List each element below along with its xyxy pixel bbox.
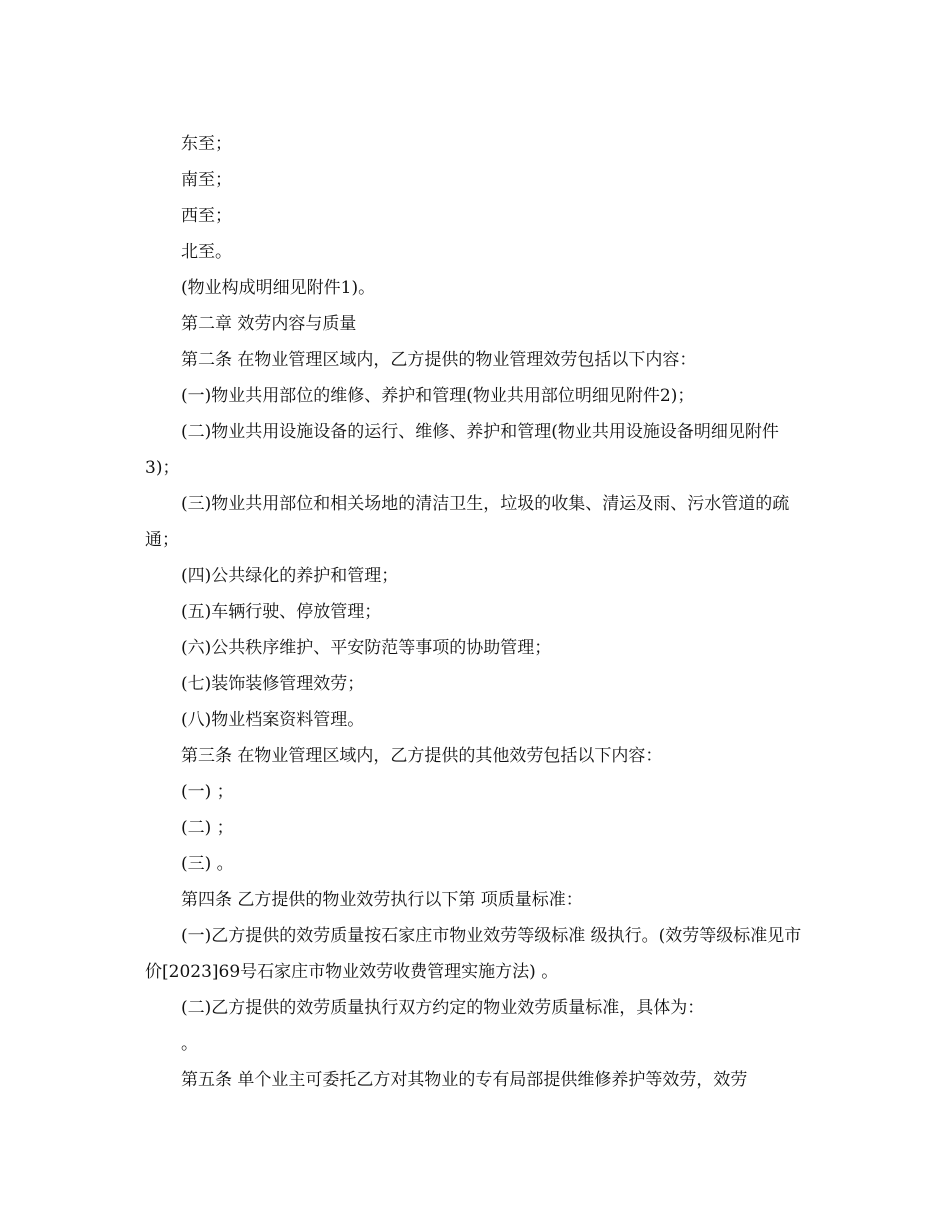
paragraph-east-boundary: 东至； [181, 134, 232, 154]
article-2-item-8: (八)物业档案资料管理。 [181, 710, 365, 730]
article-3-item-2: (二) ； [181, 818, 234, 838]
article-4: 第四条 乙方提供的物业效劳执行以下第 项质量标准： [181, 890, 583, 910]
paragraph-north-boundary: 北至。 [181, 242, 232, 262]
article-4-item-2: (二)乙方提供的效劳质量执行双方约定的物业效劳质量标准，具体为： [181, 998, 705, 1018]
article-3: 第三条 在物业管理区域内，乙方提供的其他效劳包括以下内容： [181, 746, 663, 766]
document-body [145, 126, 805, 1098]
paragraph-south-boundary: 南至； [181, 170, 232, 190]
article-2-item-6: (六)公共秩序维护、平安防范等事项的协助管理； [181, 638, 552, 658]
paragraph-property-note: (物业构成明细见附件1)。 [181, 278, 376, 298]
article-3-item-3: (三) 。 [181, 854, 234, 874]
article-5: 第五条 单个业主可委托乙方对其物业的专有局部提供维修养护等效劳，效劳 [181, 1070, 748, 1090]
chapter-heading: 第二章 效劳内容与质量 [181, 314, 357, 334]
article-2-item-3: (三)物业共用部位和相关场地的清洁卫生，垃圾的收集、清运及雨、污水管道的疏通； [145, 494, 790, 550]
paragraph-west-boundary: 西至； [181, 206, 232, 226]
article-4-item-2-blank: 。 [181, 1034, 198, 1054]
article-2-item-4: (四)公共绿化的养护和管理； [181, 566, 399, 586]
article-4-item-1: (一)乙方提供的效劳质量按石家庄市物业效劳等级标准 级执行。(效劳等级标准见市价[2023]69号石家庄市物业效劳收费管理实施方法) 。 [145, 926, 802, 982]
article-3-item-1: (一) ； [181, 782, 234, 802]
article-2-item-5: (五)车辆行驶、停放管理； [181, 602, 382, 622]
article-2-item-7: (七)装饰装修管理效劳； [181, 674, 365, 694]
article-2-item-1: (一)物业共用部位的维修、养护和管理(物业共用部位明细见附件2)； [181, 386, 695, 406]
article-2: 第二条 在物业管理区域内，乙方提供的物业管理效劳包括以下内容： [181, 350, 697, 370]
article-2-item-2: (二)物业共用设施设备的运行、维修、养护和管理(物业共用设施设备明细见附件3)； [145, 422, 779, 478]
